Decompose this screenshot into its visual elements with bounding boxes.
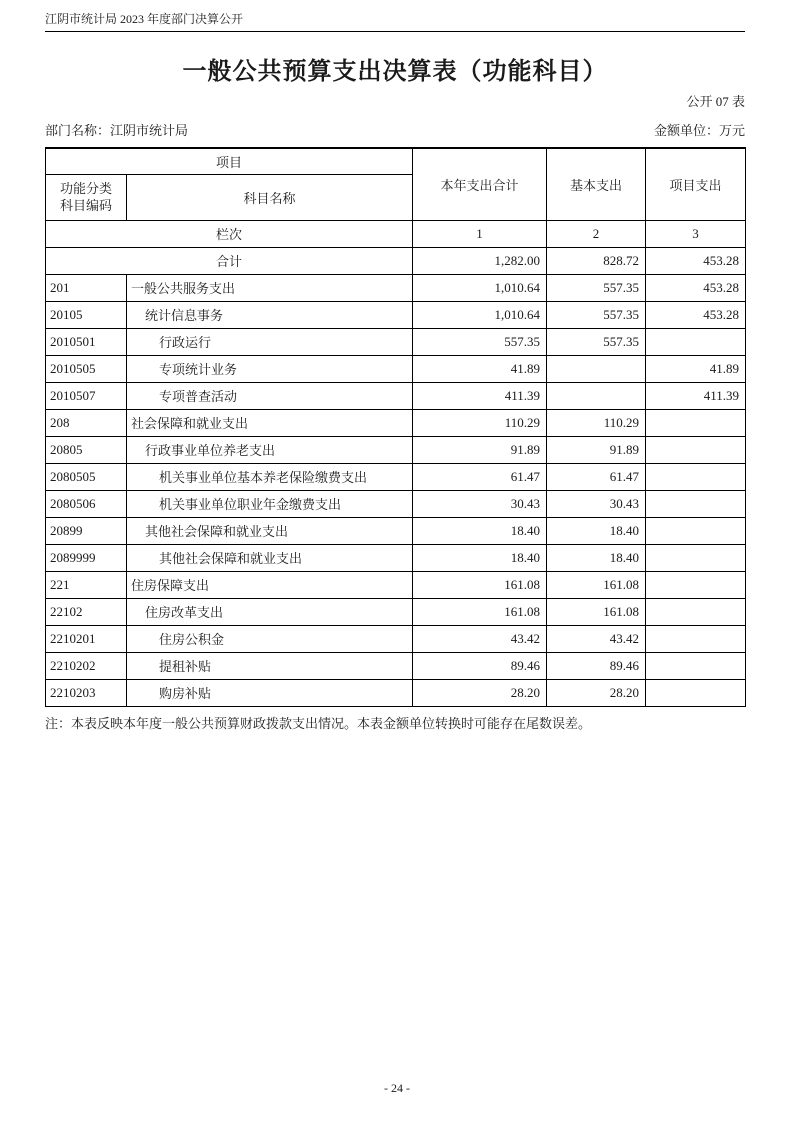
row-total-cell: 43.42 xyxy=(413,625,547,652)
row-basic-cell: 557.35 xyxy=(547,274,646,301)
page-number: - 24 - xyxy=(384,1081,410,1095)
lanci-col-1: 1 xyxy=(413,220,547,247)
row-basic-cell xyxy=(547,382,646,409)
row-code-cell: 22102 xyxy=(46,598,127,625)
row-basic-cell: 557.35 xyxy=(547,328,646,355)
page-title: 一般公共预算支出决算表（功能科目） xyxy=(182,58,608,85)
row-total-cell: 411.39 xyxy=(413,382,547,409)
table-body xyxy=(46,247,746,706)
table-row xyxy=(46,517,746,544)
row-basic-cell xyxy=(547,355,646,382)
row-basic-cell: 557.35 xyxy=(547,301,646,328)
table-row xyxy=(46,328,746,355)
header-project-col: 项目支出 xyxy=(646,148,746,220)
table-meta-row xyxy=(45,122,745,139)
table-row xyxy=(46,247,746,274)
row-name-cell: 统计信息事务 xyxy=(127,301,413,328)
row-total-cell: 30.43 xyxy=(413,490,547,517)
row-code-cell: 2089999 xyxy=(46,544,127,571)
row-code-cell: 2010505 xyxy=(46,355,127,382)
row-project-cell xyxy=(646,679,746,706)
table-row xyxy=(46,436,746,463)
row-total-cell: 18.40 xyxy=(413,517,547,544)
table-row xyxy=(46,490,746,517)
row-total-cell: 161.08 xyxy=(413,571,547,598)
row-name-cell: 购房补贴 xyxy=(127,679,413,706)
table-row xyxy=(46,598,746,625)
row-basic-cell: 18.40 xyxy=(547,517,646,544)
row-label-cell: 合计 xyxy=(46,247,413,274)
row-project-cell: 453.28 xyxy=(646,301,746,328)
lanci-col-3: 3 xyxy=(646,220,746,247)
row-total-cell: 28.20 xyxy=(413,679,547,706)
table-row xyxy=(46,301,746,328)
document-header xyxy=(45,0,745,32)
row-total-cell: 41.89 xyxy=(413,355,547,382)
row-name-cell: 住房改革支出 xyxy=(127,598,413,625)
row-project-cell xyxy=(646,544,746,571)
row-name-cell: 社会保障和就业支出 xyxy=(127,409,413,436)
table-note: 注：本表反映本年度一般公共预算财政拨款支出情况。本表金额单位转换时可能存在尾数误差。 xyxy=(45,715,592,731)
table-number-label: 公开 07 表 xyxy=(686,94,745,109)
header-total-col: 本年支出合计 xyxy=(413,148,547,220)
row-total-cell: 91.89 xyxy=(413,436,547,463)
row-total-cell: 1,010.64 xyxy=(413,301,547,328)
row-basic-cell: 30.43 xyxy=(547,490,646,517)
row-name-cell: 行政运行 xyxy=(127,328,413,355)
amount-unit-label: 金额单位：万元 xyxy=(653,123,745,138)
row-basic-cell: 161.08 xyxy=(547,571,646,598)
row-project-cell xyxy=(646,652,746,679)
row-project-cell xyxy=(646,571,746,598)
row-total-cell: 110.29 xyxy=(413,409,547,436)
row-code-cell: 20105 xyxy=(46,301,127,328)
row-project-cell xyxy=(646,436,746,463)
budget-table xyxy=(45,147,746,707)
header-item-group: 项目 xyxy=(46,148,413,174)
table-row xyxy=(46,625,746,652)
table-row xyxy=(46,652,746,679)
row-name-cell: 住房公积金 xyxy=(127,625,413,652)
row-name-cell: 一般公共服务支出 xyxy=(127,274,413,301)
row-code-cell: 208 xyxy=(46,409,127,436)
row-total-cell: 18.40 xyxy=(413,544,547,571)
header-text: 江阴市统计局 2023 年度部门决算公开 xyxy=(45,12,244,26)
table-row xyxy=(46,409,746,436)
row-total-cell: 1,282.00 xyxy=(413,247,547,274)
row-project-cell xyxy=(646,490,746,517)
row-total-cell: 1,010.64 xyxy=(413,274,547,301)
lanci-col-2: 2 xyxy=(547,220,646,247)
table-row xyxy=(46,274,746,301)
header-code-col xyxy=(46,174,127,220)
row-basic-cell: 61.47 xyxy=(547,463,646,490)
row-code-cell: 20805 xyxy=(46,436,127,463)
table-row xyxy=(46,571,746,598)
row-project-cell xyxy=(646,463,746,490)
table-row xyxy=(46,679,746,706)
table-lanci-row xyxy=(46,220,746,247)
table-header-row-1 xyxy=(46,148,746,174)
header-code-line1: 功能分类 xyxy=(59,181,112,196)
row-project-cell xyxy=(646,328,746,355)
row-project-cell: 453.28 xyxy=(646,274,746,301)
row-name-cell: 其他社会保障和就业支出 xyxy=(127,544,413,571)
row-project-cell: 411.39 xyxy=(646,382,746,409)
row-project-cell xyxy=(646,409,746,436)
row-name-cell: 提租补贴 xyxy=(127,652,413,679)
row-project-cell xyxy=(646,517,746,544)
row-code-cell: 221 xyxy=(46,571,127,598)
row-total-cell: 61.47 xyxy=(413,463,547,490)
row-name-cell: 专项普查活动 xyxy=(127,382,413,409)
row-name-cell: 住房保障支出 xyxy=(127,571,413,598)
row-name-cell: 专项统计业务 xyxy=(127,355,413,382)
row-code-cell: 20899 xyxy=(46,517,127,544)
row-basic-cell: 161.08 xyxy=(547,598,646,625)
row-total-cell: 89.46 xyxy=(413,652,547,679)
row-total-cell: 557.35 xyxy=(413,328,547,355)
department-name-label: 部门名称：江阴市统计局 xyxy=(45,123,189,138)
header-code-line2: 科目编码 xyxy=(59,198,112,213)
table-row xyxy=(46,463,746,490)
row-code-cell: 2210202 xyxy=(46,652,127,679)
row-basic-cell: 18.40 xyxy=(547,544,646,571)
table-row xyxy=(46,544,746,571)
row-project-cell xyxy=(646,625,746,652)
row-basic-cell: 110.29 xyxy=(547,409,646,436)
row-code-cell: 2010507 xyxy=(46,382,127,409)
row-code-cell: 2010501 xyxy=(46,328,127,355)
row-basic-cell: 43.42 xyxy=(547,625,646,652)
row-name-cell: 行政事业单位养老支出 xyxy=(127,436,413,463)
row-total-cell: 161.08 xyxy=(413,598,547,625)
row-project-cell: 41.89 xyxy=(646,355,746,382)
row-code-cell: 2210201 xyxy=(46,625,127,652)
row-code-cell: 2210203 xyxy=(46,679,127,706)
row-code-cell: 2080506 xyxy=(46,490,127,517)
row-project-cell xyxy=(646,598,746,625)
row-basic-cell: 91.89 xyxy=(547,436,646,463)
row-basic-cell: 828.72 xyxy=(547,247,646,274)
lanci-label: 栏次 xyxy=(46,220,413,247)
row-name-cell: 机关事业单位职业年金缴费支出 xyxy=(127,490,413,517)
row-code-cell: 2080505 xyxy=(46,463,127,490)
row-name-cell: 机关事业单位基本养老保险缴费支出 xyxy=(127,463,413,490)
table-row xyxy=(46,355,746,382)
row-basic-cell: 28.20 xyxy=(547,679,646,706)
row-code-cell: 201 xyxy=(46,274,127,301)
header-name-col: 科目名称 xyxy=(127,174,413,220)
row-project-cell: 453.28 xyxy=(646,247,746,274)
table-row xyxy=(46,382,746,409)
row-basic-cell: 89.46 xyxy=(547,652,646,679)
row-name-cell: 其他社会保障和就业支出 xyxy=(127,517,413,544)
header-basic-col: 基本支出 xyxy=(547,148,646,220)
